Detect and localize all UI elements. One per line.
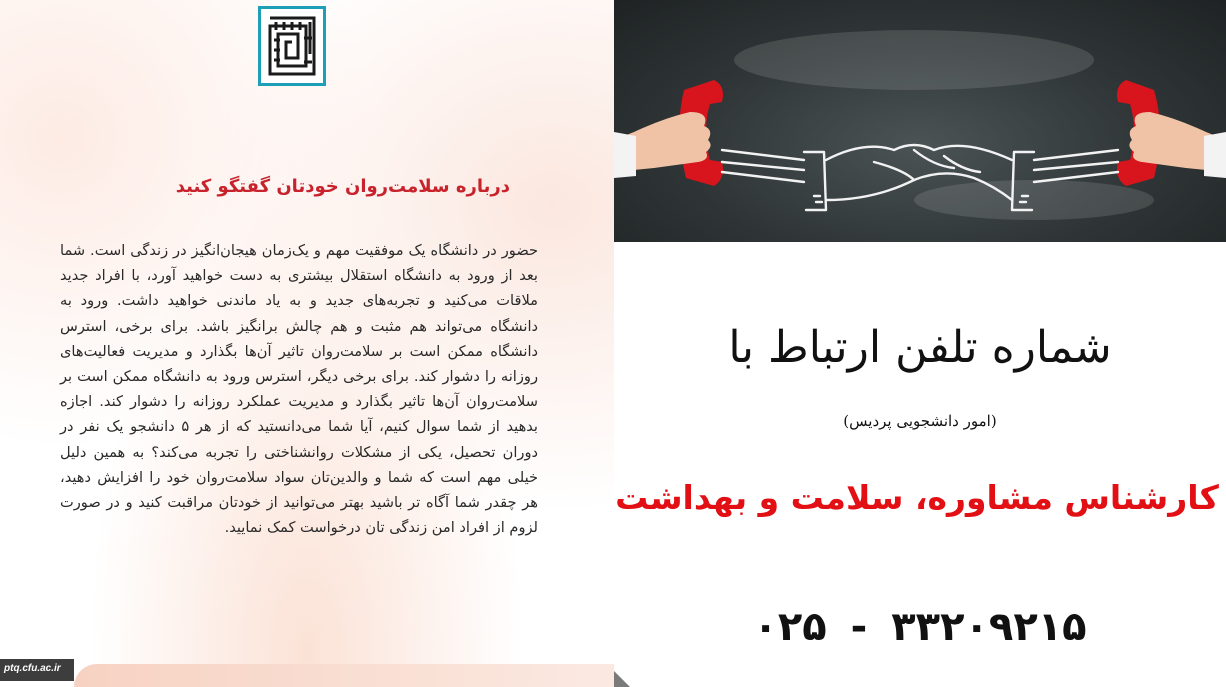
poster-body-text: حضور در دانشگاه یک موفقیت مهم و یک‌زمان هیجان‌انگیز در زندگی است. شما بعد از ورود به دانشگاه استقلال بیشتری به دست خواهید آورد، با افراد جدید ملاقات می‌کنید و تجربه‌های جدید و به یاد ماندنی خواهید داشت. ورود به دانشگاه می‌تواند هم مثبت و هم چالش برانگیز باشد. برای برخی، استرس دانشگاه ممکن است بر سلامت‌روان تاثیر آن‌ها بگذارد و مدیریت فعالیت‌های روزانه را دشوار کند. برای برخی دیگر، استرس ورود به دانشگاه ممکن است بر سلامت‌روان آن‌ها تاثیر بگذارد و مدیریت عملکرد روزانه را دشوار کند. اجازه بدهید از شما سوال کنیم، آیا شما می‌دانستید که از هر ۵ دانشجو یک نفر در دوران تحصیل، یکی از مشکلات روانشناختی را تجربه می‌کند؟ به همین دلیل خیلی مهم است که شما و والدین‌تان سواد سلامت‌روان خود را افزایش دهید، هر چقدر شما آگاه تر باشید بهتر می‌توانید از خودتان مراقبت کنید و در صورت لزوم از افراد امن زندگی تان درخواست کمک نمایید.: [60, 242, 538, 537]
phone-separator: -: [850, 604, 868, 650]
bismillah-logo-icon: [258, 6, 326, 86]
area-code: ۰۲۵: [753, 604, 827, 650]
counselor-role-title: کارشناس مشاوره، سلامت و بهداشت: [615, 478, 1219, 517]
site-url-label: ptq.cfu.ac.ir: [4, 663, 61, 674]
hands-phones-chalk-icon: [614, 0, 1226, 242]
decorative-wave: [74, 664, 614, 687]
phone-number[interactable]: [640, 604, 1200, 650]
handshake-phone-photo: [614, 0, 1226, 242]
contact-heading: شماره تلفن ارتباط با: [728, 322, 1112, 373]
corner-decoration: [614, 671, 630, 687]
poster-title: درباره سلامت‌روان خودتان گفتگو کنید: [175, 176, 510, 197]
contact-subheading: (امور دانشجویی پردیس): [843, 412, 997, 430]
site-label-bar: [0, 659, 74, 681]
calligraphy-maze-icon: [266, 14, 318, 78]
phone-digits: ۳۳۲۰۹۲۱۵: [891, 604, 1087, 650]
